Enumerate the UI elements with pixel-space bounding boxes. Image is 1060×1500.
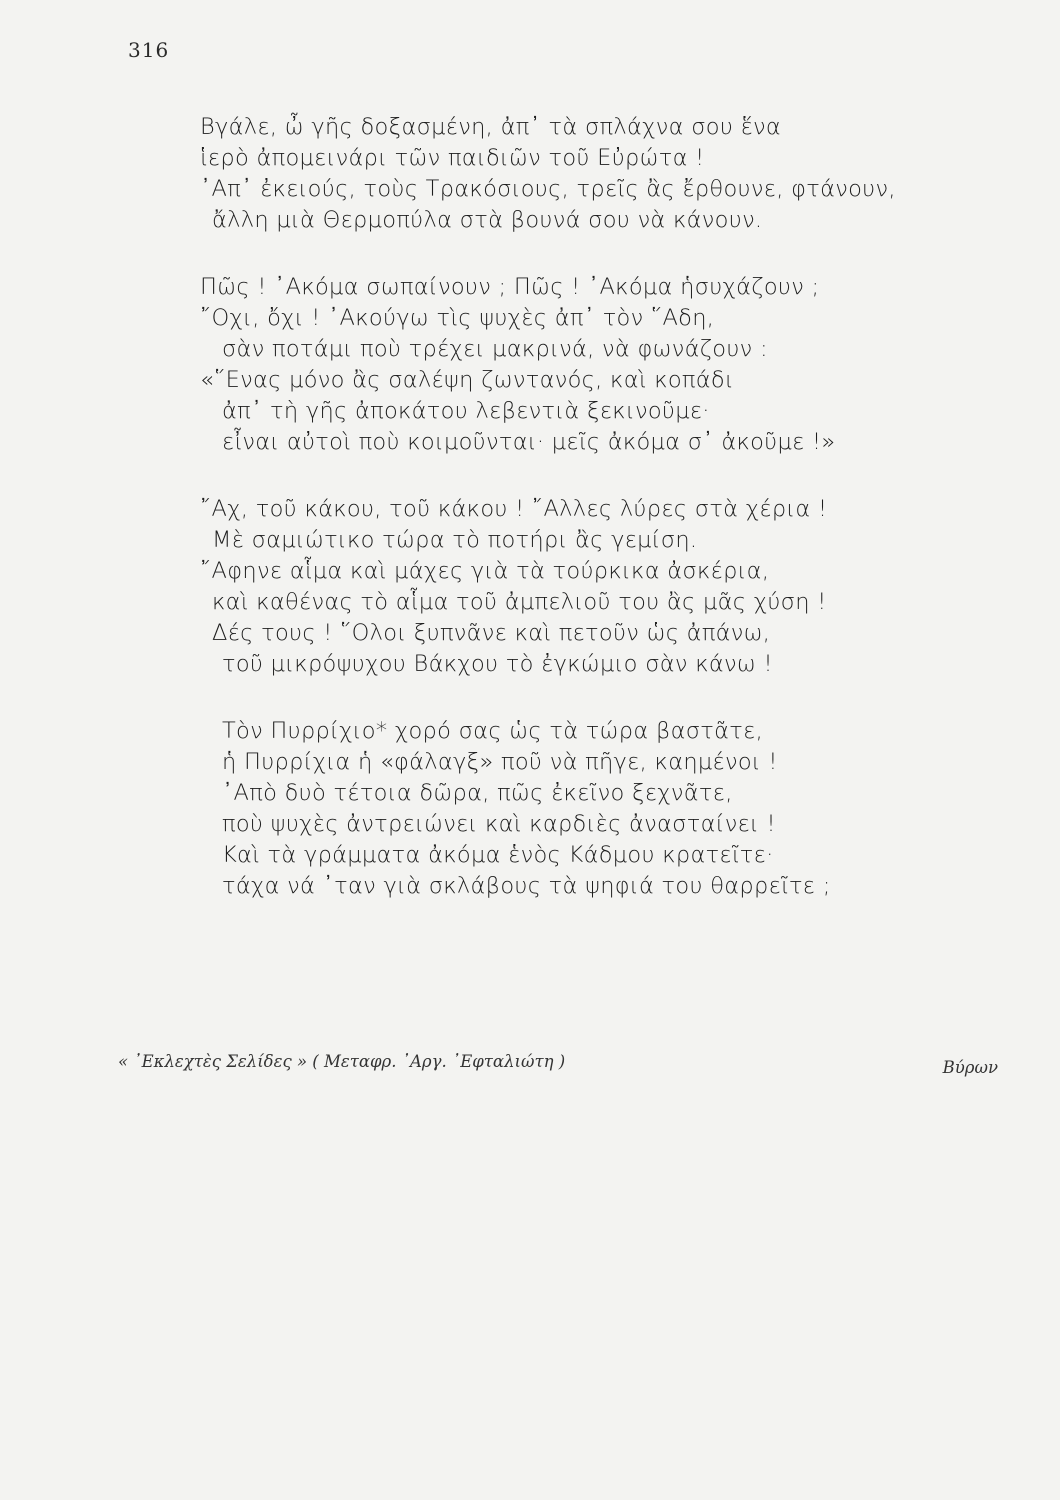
poem-line: «῞Ενας μόνο ἂς σαλέψη ζωντανός, καὶ κοπάδι [200, 367, 734, 393]
poem-line: ᾿Απ᾿ ἐκειούς, τοὺς Τρακόσιους, τρεῖς ἂς ἔρθουνε, φτάνουν, [200, 176, 896, 202]
poem-line: τάχα νά ᾿ταν γιὰ σκλάβους τὰ ψηφιά του θαρρεῖτε ; [222, 873, 831, 899]
poem-line: σὰν ποτάμι ποὺ τρέχει μακρινά, νὰ φωνάζουν : [222, 336, 768, 362]
poem-line: Μὲ σαμιώτικο τώρα τὸ ποτήρι ἂς γεμίση. [212, 527, 698, 553]
poem-line: ῎Αχ, τοῦ κάκου, τοῦ κάκου ! ῎Αλλες λύρες στὰ χέρια ! [200, 496, 828, 522]
poem-line: εἶναι αὐτοὶ ποὺ κοιμοῦνται· μεῖς ἀκόμα σ᾿ ἀκοῦμε !» [222, 429, 836, 455]
author-name: Βύρων [942, 1058, 998, 1077]
poem-line: ῎Αφηνε αἷμα καὶ μάχες γιὰ τὰ τούρκικα ἀσκέρια, [200, 558, 770, 584]
poem-line: ἄλλη μιὰ Θερμοπύλα στὰ βουνά σου νὰ κάνουν. [212, 207, 763, 233]
poem-line: καὶ καθένας τὸ αἷμα τοῦ ἀμπελιοῦ του ἂς μᾶς χύση ! [212, 589, 827, 615]
poem-line: ῎Οχι, ὄχι ! ᾿Ακούγω τὶς ψυχὲς ἀπ᾿ τὸν ῞Αδη, [200, 305, 715, 331]
poem-line: τοῦ μικρόψυχου Βάκχου τὸ ἐγκώμιο σὰν κάνω ! [222, 651, 773, 677]
stanza-1 [200, 112, 980, 236]
poem-line: Δές τους ! ῞Ολοι ξυπνᾶνε καὶ πετοῦν ὡς ἀπάνω, [212, 620, 771, 646]
poem-line: ποὺ ψυχὲς ἀντρειώνει καὶ καρδιὲς ἀνασταίνει ! [222, 811, 776, 837]
page-number: 316 [128, 38, 170, 62]
poem-line: Βγάλε, ὦ γῆς δοξασμένη, ἀπ᾿ τὰ σπλάχνα σου ἕνα [200, 114, 782, 140]
source-citation: « ᾿Εκλεχτὲς Σελίδες » ( Μεταφρ. ᾿Αργ. ᾿Εφταλιώτη ) [118, 1052, 566, 1071]
poem-line: Τὸν Πυρρίχιο* χορό σας ὡς τὰ τώρα βαστᾶτε, [222, 718, 764, 744]
stanza-2 [200, 272, 980, 458]
stanza-4 [200, 716, 980, 902]
poem-line: ἀπ᾿ τὴ γῆς ἀποκάτου λεβεντιὰ ξεκινοῦμε· [222, 398, 710, 424]
poem-line: Πῶς ! ᾿Ακόμα σωπαίνουν ; Πῶς ! ᾿Ακόμα ἡσυχάζουν ; [200, 274, 820, 300]
poem-line: ἱερὸ ἀπομεινάρι τῶν παιδιῶν τοῦ Εὐρώτα ! [200, 145, 705, 171]
poem-line: Καὶ τὰ γράμματα ἀκόμα ἑνὸς Κάδμου κρατεῖτε· [222, 842, 774, 868]
poem-line: ᾿Απὸ δυὸ τέτοια δῶρα, πῶς ἐκεῖνο ξεχνᾶτε, [222, 780, 733, 806]
poem [200, 112, 980, 938]
poem-line: ἡ Πυρρίχια ἡ «φάλαγξ» ποῦ νὰ πῆγε, καημένοι ! [222, 749, 778, 775]
stanza-3 [200, 494, 980, 680]
